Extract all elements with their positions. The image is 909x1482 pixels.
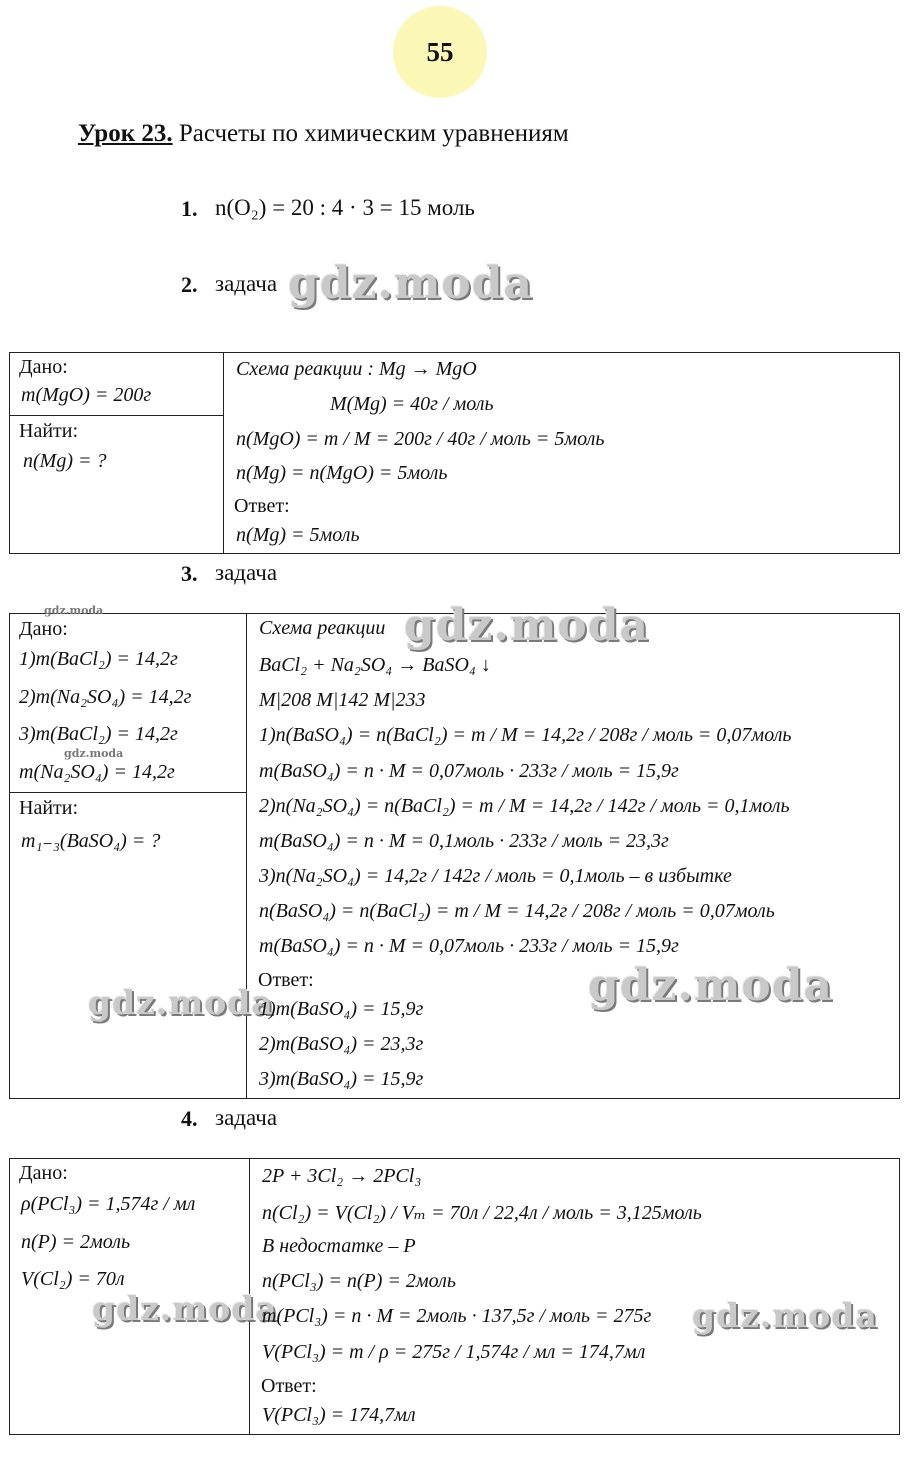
task-3-solution-line: M|208 M|142 M|233 (259, 689, 426, 711)
item-2-label: задача (215, 271, 278, 296)
item-3-label: задача (215, 560, 278, 585)
watermark: gdz.moda (288, 258, 534, 309)
task-2-answer-line: n(Mg) = 5моль (236, 524, 360, 546)
item-1-formula: n(O₂) = 20 : 4 · 3 = 15 моль (215, 195, 475, 220)
task-3-solution-line: m(BaSO₄) = n · M = 0,07моль · 233г / моль = 15,9г (259, 935, 679, 957)
task-4-given-line: ρ(PCl₃) = 1,574г / мл (21, 1193, 196, 1215)
task-4-solution-line: В недостатке – P (262, 1235, 416, 1257)
watermark: gdz.moda (44, 604, 104, 617)
page-number: 55 (426, 36, 454, 67)
task-2-given-separator (9, 415, 223, 416)
watermark: gdz.moda (92, 1289, 278, 1328)
task-2-solution-line: n(Mg) = n(MgO) = 5моль (236, 462, 448, 484)
task-3-solution-line: n(BaSO₄) = n(BaCl₂) = m / M = 14,2г / 208г / моль = 0,07моль (259, 900, 775, 922)
task-3-given-line: m(Na₂SO₄) = 14,2г (19, 761, 175, 783)
task-4-given-label: Дано: (19, 1162, 68, 1184)
task-4-given-line: V(Cl₂) = 70л (21, 1268, 125, 1290)
task-3-answer-line: 2)m(BaSO₄) = 23,3г (259, 1033, 424, 1055)
task-3-solution-line: 2)n(Na₂SO₄) = n(BaCl₂) = m / M = 14,2г / 142г / моль = 0,1моль (259, 795, 790, 817)
task-3-given-label: Дано: (19, 618, 68, 640)
page-number-badge (393, 6, 487, 98)
item-3-number: 3. (181, 561, 198, 586)
item-4-label: задача (215, 1105, 278, 1130)
task-2-solution-line: Схема реакции : Mg → MgO (236, 358, 477, 380)
task-3-solution-line: 1)n(BaSO₄) = n(BaCl₂) = m / M = 14,2г / 208г / моль = 0,07моль (259, 724, 792, 746)
task-3-solution-line: Схема реакции (259, 617, 386, 639)
item-1-number: 1. (181, 196, 198, 221)
task-3-given-separator (9, 792, 246, 793)
task-3-given-line: 2)m(Na₂SO₄) = 14,2г (19, 686, 192, 708)
lesson-heading (78, 120, 569, 148)
watermark: gdz.moda (404, 600, 650, 651)
task-3-given-line: 3)m(BaCl₂) = 14,2г (19, 723, 178, 745)
task-3-find-label: Найти: (19, 797, 79, 819)
task-4-solution-line: n(Cl₂) = V(Cl₂) / Vₘ = 70л / 22,4л / моль = 3,125моль (262, 1202, 702, 1224)
lesson-title: Расчеты по химическим уравнениям (178, 120, 569, 147)
task-4-solution-line: n(PCl₃) = n(P) = 2моль (262, 1270, 457, 1292)
task-2-solution-line: M(Mg) = 40г / моль (330, 393, 494, 415)
task-4-answer-line: V(PCl₃) = 174,7мл (262, 1404, 416, 1426)
task-3-given-line: 1)m(BaCl₂) = 14,2г (19, 648, 178, 670)
watermark: gdz.moda (692, 1296, 878, 1335)
task-4-answer-label: Ответ: (261, 1375, 317, 1397)
task-3-answer-line: 1)m(BaSO₄) = 15,9г (259, 998, 424, 1020)
task-3-answer-line: 3)m(BaSO₄) = 15,9г (259, 1068, 424, 1090)
task-3-answer-label: Ответ: (258, 969, 314, 991)
task-3-solution-line: 3)n(Na₂SO₄) = 14,2г / 142г / моль = 0,1моль – в избытке (259, 865, 732, 887)
lesson-label: Урок 23. (78, 120, 173, 147)
task-4-solution-line: V(PCl₃) = m / ρ = 275г / 1,574г / мл = 174,7мл (262, 1341, 646, 1363)
task-2-table (9, 352, 900, 554)
task-3-solution-line: m(BaSO₄) = n · M = 0,1моль · 233г / моль = 23,3г (259, 830, 669, 852)
task-3-solution-line: m(BaSO₄) = n · M = 0,07моль · 233г / моль = 15,9г (259, 760, 679, 782)
item-4-number: 4. (181, 1106, 198, 1131)
task-2-find-line: n(Mg) = ? (23, 450, 107, 472)
task-3-find-line: m₁₋₃(BaSO₄) = ? (21, 830, 161, 852)
task-2-solution-line: n(MgO) = m / M = 200г / 40г / моль = 5моль (236, 428, 605, 450)
task-2-divider (223, 352, 224, 554)
item-2-number: 2. (181, 272, 198, 297)
task-4-solution-line: 2P + 3Cl₂ → 2PCl₃ (262, 1165, 422, 1187)
task-3-divider (246, 613, 247, 1099)
task-2-given-label: Дано: (19, 356, 68, 378)
watermark: gdz.moda (588, 960, 834, 1011)
task-2-answer-label: Ответ: (234, 495, 290, 517)
task-4-given-line: n(P) = 2моль (21, 1231, 131, 1253)
task-4-solution-line: m(PCl₃) = n · M = 2моль · 137,5г / моль = 275г (262, 1305, 652, 1327)
task-3-solution-line: BaCl₂ + Na₂SO₄ → BaSO₄ ↓ (259, 654, 491, 676)
task-2-find-label: Найти: (19, 420, 79, 442)
watermark: gdz.moda (88, 983, 274, 1022)
watermark: gdz.moda (64, 747, 124, 760)
task-2-given-line: m(MgO) = 200г (21, 384, 152, 406)
